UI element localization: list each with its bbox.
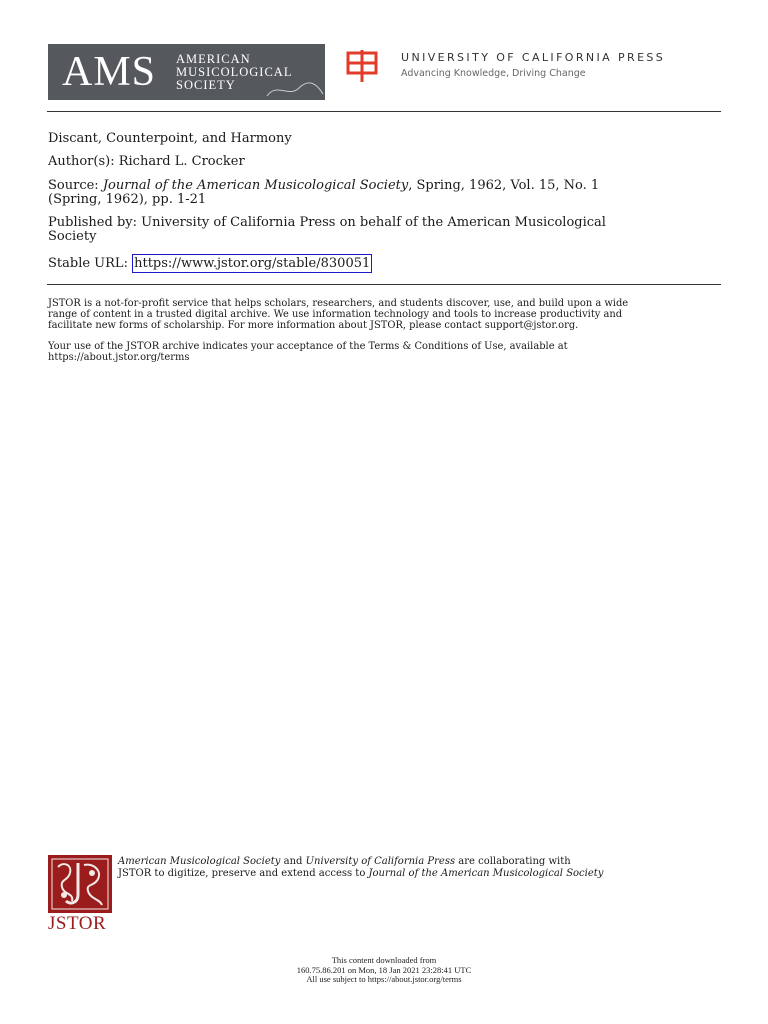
publisher-name: University of California Press on behalf of the American Musicological (141, 215, 606, 230)
jstor-about-notice: JSTOR is a not-for-profit service that helps scholars, researchers, and students discover, use, and build upon a wide range of content in a trusted digital archive. We use information technology and tools to increase productivity and facilitate new forms of scholarship. For more information about JSTOR, please contact support@jstor.org. (48, 298, 629, 332)
collab-org-ucp: University of California Press (305, 856, 456, 867)
collab-line2-pre: JSTOR to digitize, preserve and extend access to (118, 868, 369, 879)
ams-society-line: AMERICAN (176, 52, 251, 66)
journal-title: Journal of the American Musicological Society (102, 178, 409, 193)
collab-and: and (280, 856, 306, 867)
collab-org-ams: American Musicological Society (118, 856, 281, 867)
ams-logo (48, 44, 325, 100)
source-label: Source: (48, 178, 99, 193)
jstor-wordmark: JSTOR (48, 913, 107, 934)
footer-line-3: All use subject to https://about.jstor.org/terms (306, 974, 462, 984)
mid-divider (47, 284, 721, 285)
ucp-tagline: Advancing Knowledge, Driving Change (401, 68, 586, 79)
download-footer (0, 956, 768, 985)
author-line (48, 154, 245, 169)
ucp-logo-icon (346, 50, 380, 82)
author-name: Richard L. Crocker (118, 154, 245, 169)
publisher-line (48, 215, 606, 230)
stable-url-link[interactable]: https://www.jstor.org/stable/830051 (134, 256, 371, 271)
footer-line-2: 160.75.86.201 on Mon, 18 Jan 2021 23:28:41 UTC (296, 964, 472, 975)
ams-letters: AMS (62, 49, 157, 95)
terms-notice: Your use of the JSTOR archive indicates your acceptance of the Terms & Conditions of Use, available at https://about.jstor.org/terms (48, 341, 568, 364)
collab-journal: Journal of the American Musicological Society (368, 868, 604, 879)
published-label: Published by: (48, 215, 137, 230)
jstor-logo-icon (48, 855, 112, 913)
collaboration-line-2 (118, 868, 603, 880)
source-line (48, 178, 599, 193)
footer-line-1: This content downloaded from (331, 955, 437, 965)
ucp-name: UNIVERSITY OF CALIFORNIA PRESS (401, 51, 666, 64)
publisher-continued: Society (48, 229, 97, 244)
ams-society-line: MUSICOLOGICAL (176, 65, 293, 79)
collaboration-statement (118, 856, 603, 880)
top-divider (47, 111, 721, 112)
collaboration-line-1 (118, 856, 603, 868)
ams-decoration-icon (265, 80, 325, 100)
ams-society-line: SOCIETY (176, 78, 236, 92)
stable-url-line (48, 256, 372, 271)
article-title: Discant, Counterpoint, and Harmony (48, 131, 292, 146)
author-label: Author(s): (48, 154, 115, 169)
stable-url-label: Stable URL: (48, 256, 128, 271)
source-details: , Spring, 1962, Vol. 15, No. 1 (408, 178, 600, 193)
collab-line1-rest: are collaborating with (455, 856, 571, 867)
source-details-continued: (Spring, 1962), pp. 1-21 (48, 192, 207, 207)
